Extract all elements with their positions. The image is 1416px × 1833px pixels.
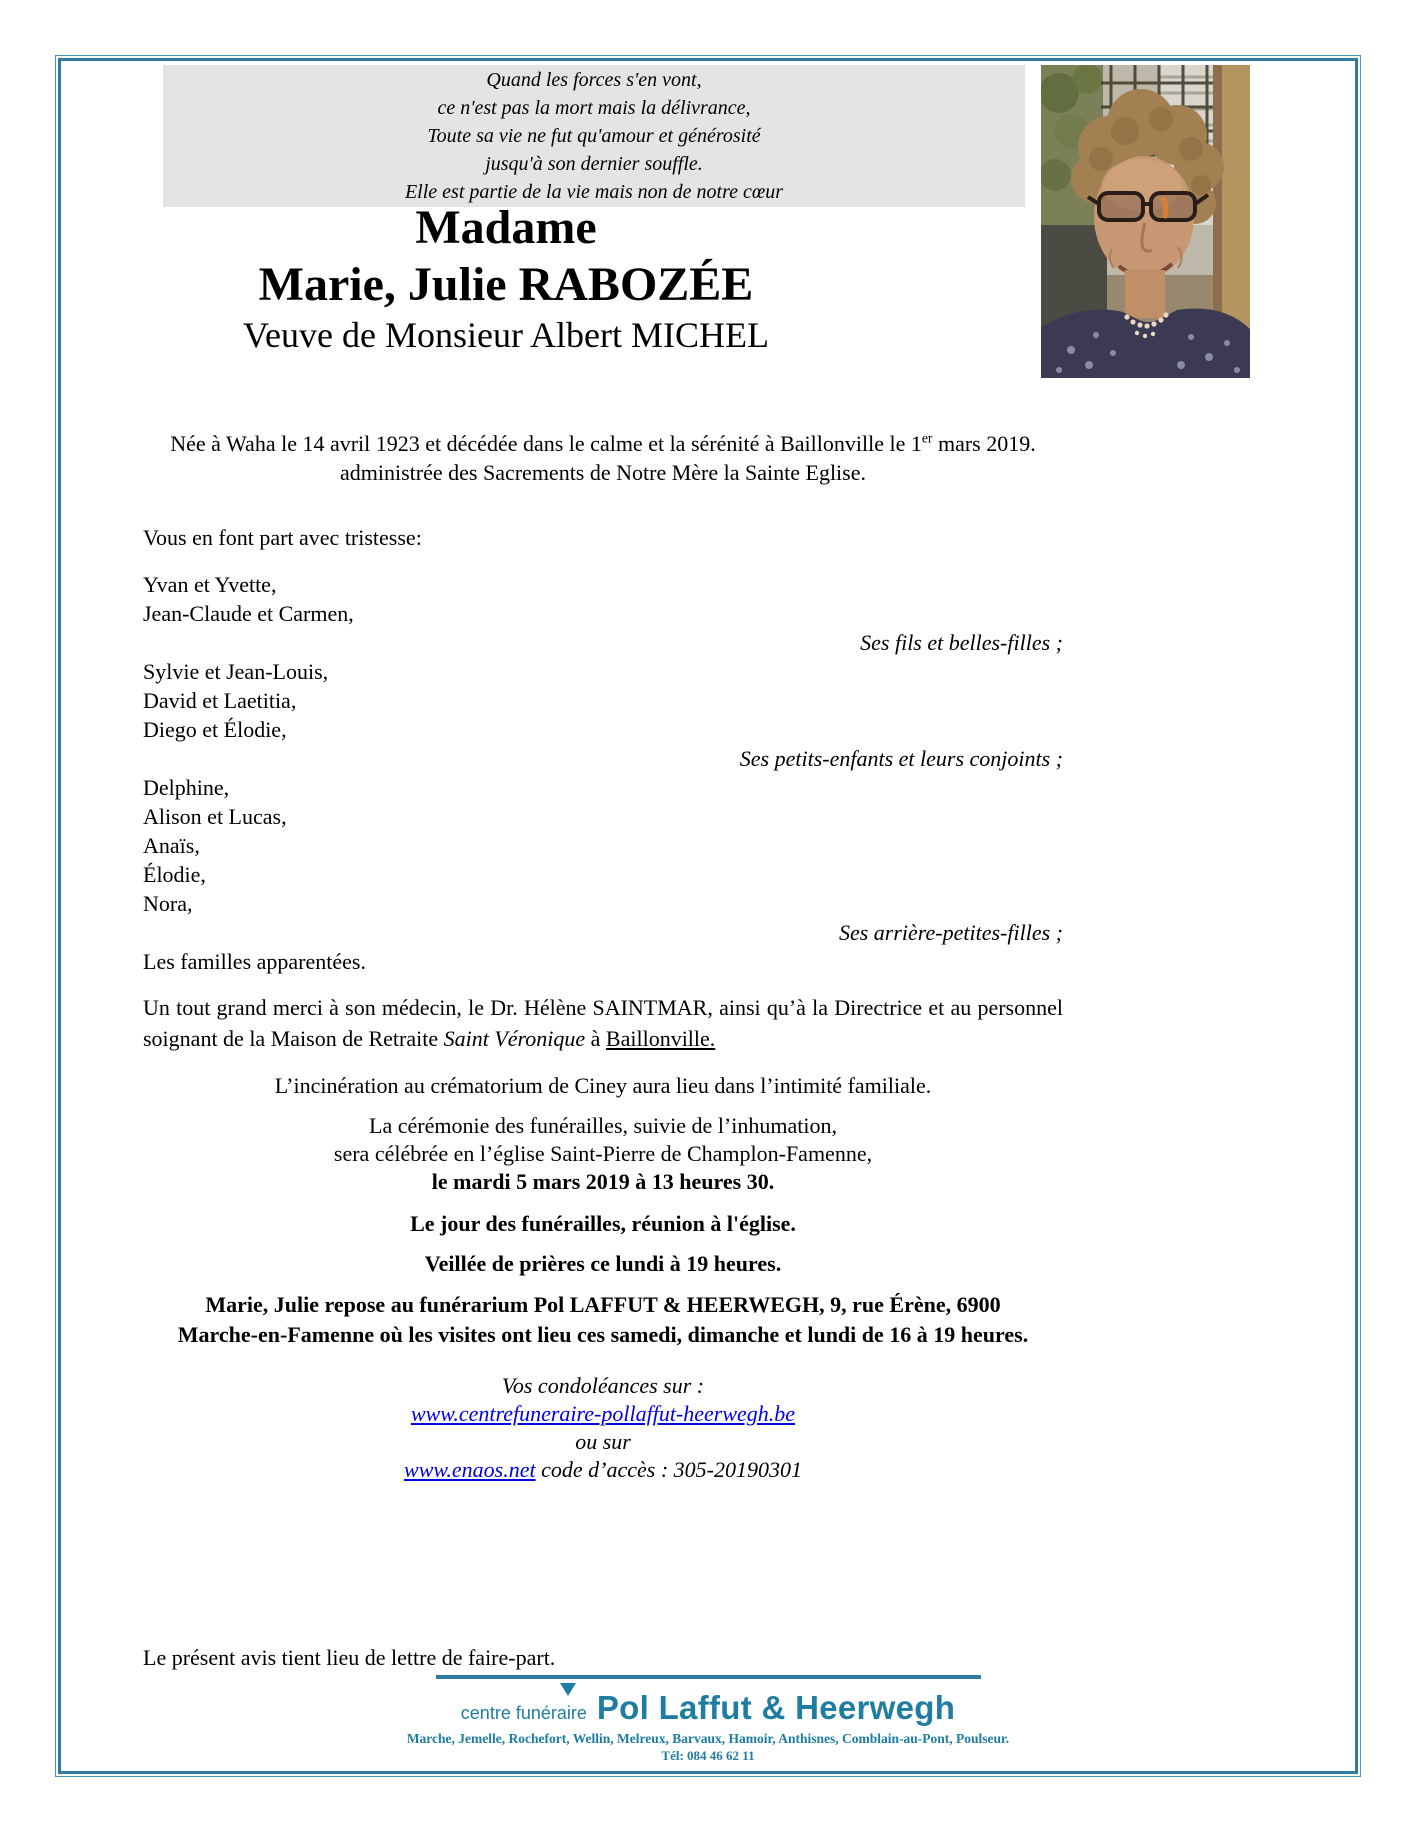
quote-line: ce n'est pas la mort mais la délivrance,	[437, 97, 751, 119]
portrait-photo	[1041, 65, 1250, 378]
page-border-inner-frame	[58, 58, 1358, 1774]
deceased-name: Marie, Julie RABOZÉE	[258, 258, 754, 311]
sacrements-line: administrée des Sacrements de Notre Mère la Sainte Eglise.	[340, 460, 866, 485]
family-name: Alison et Lucas,	[143, 804, 287, 829]
family-name: Delphine,	[143, 775, 230, 800]
main-column	[61, 429, 1355, 1484]
title-block	[61, 199, 951, 357]
quote-line: Elle est partie de la vie mais non de notre cœur	[404, 181, 784, 203]
incineration-line: L’incinération au crématorium de Ciney aura lieu dans l’intimité familiale.	[274, 1073, 932, 1098]
quote-line: jusqu'à son dernier souffle.	[485, 153, 703, 175]
family-role: Ses arrière-petites-filles ;	[838, 920, 1063, 945]
family-name: Élodie,	[143, 862, 206, 887]
ceremony-paragraph	[143, 1112, 1063, 1196]
funeral-home-footer	[61, 1675, 1355, 1764]
faire-part-notice: Le présent avis tient lieu de lettre de faire-part.	[143, 1645, 556, 1670]
family-list	[143, 570, 1063, 976]
memorial-quote-box	[163, 65, 1025, 207]
birth-death-date: mars 2019.	[932, 431, 1036, 456]
ordinal-superscript: er	[921, 430, 933, 446]
condolences-link-primary[interactable]: www.centrefuneraire-pollaffut-heerwegh.be	[410, 1401, 796, 1426]
family-closing: Les familles apparentées.	[143, 949, 366, 974]
family-name: Diego et Élodie,	[143, 717, 287, 742]
announcement-opening: Vous en font part avec tristesse:	[143, 525, 422, 550]
ceremony-datetime: le mardi 5 mars 2019 à 13 heures 30.	[431, 1169, 775, 1194]
repose-paragraph	[98, 1290, 1108, 1350]
down-triangle-icon	[560, 1683, 576, 1696]
bottom-section	[61, 1643, 1355, 1764]
brand-prefix: centre funéraire	[460, 1703, 587, 1723]
repose-line: Marche-en-Famenne où les visites ont lieu ces samedi, dimanche et lundi de 16 à 19 heures.	[177, 1322, 1029, 1347]
family-name: Jean-Claude et Carmen,	[143, 601, 354, 626]
reunion-line: Le jour des funérailles, réunion à l'église.	[410, 1211, 796, 1236]
condolences-or: ou sur	[575, 1429, 631, 1454]
page-border-frame	[55, 55, 1361, 1777]
family-name: Yvan et Yvette,	[143, 572, 277, 597]
access-code: code d’accès : 305-20190301	[535, 1457, 802, 1482]
repose-line: Marie, Julie repose au funérarium Pol LAFFUT & HEERWEGH, 9, rue Érène, 6900	[205, 1292, 1001, 1317]
ceremony-line: sera célébrée en l’église Saint-Pierre de Champlon-Famenne,	[333, 1141, 873, 1166]
header-section	[61, 61, 1355, 429]
family-role: Ses fils et belles-filles ;	[860, 630, 1063, 655]
thanks-paragraph	[143, 992, 1063, 1054]
birth-death-paragraph	[98, 429, 1108, 487]
family-name: David et Laetitia,	[143, 688, 297, 713]
family-name: Nora,	[143, 891, 193, 916]
family-role: Ses petits-enfants et leurs conjoints ;	[739, 746, 1063, 771]
condolences-link-enaos[interactable]: www.enaos.net	[404, 1457, 536, 1482]
thanks-text: à	[585, 1026, 606, 1051]
birth-death-text: Née à Waha le 14 avril 1923 et décédée dans le calme et la sérénité à Baillonville le 1	[170, 431, 922, 456]
retirement-home-name: Saint Véronique	[443, 1026, 586, 1051]
family-name: Sylvie et Jean-Louis,	[143, 659, 329, 684]
veillee-line: Veillée de prières ce lundi à 19 heures.	[424, 1251, 782, 1276]
thanks-text: Un tout grand merci à son médecin, le Dr. Hélène SAINTMAR, ainsi qu’à la Directrice et au personnel soignant de la Maison de Retraite	[143, 995, 1063, 1051]
brand-phone: Tél: 084 46 62 11	[661, 1748, 755, 1763]
funeral-home-brand	[61, 1689, 1355, 1727]
quote-line: Toute sa vie ne fut qu'amour et générosité	[427, 125, 761, 147]
ceremony-line: La cérémonie des funérailles, suivie de l’inhumation,	[369, 1113, 837, 1138]
thanks-location: Baillonville.	[605, 1026, 716, 1051]
brand-name: Pol Laffut & Heerwegh	[596, 1689, 956, 1726]
memorial-card	[61, 61, 1355, 1771]
quote-line: Quand les forces s'en vont,	[486, 69, 702, 91]
family-name: Anaïs,	[143, 833, 200, 858]
condolences-block	[143, 1372, 1063, 1484]
title-civility: Madame	[415, 201, 597, 254]
deceased-subtitle: Veuve de Monsieur Albert MICHEL	[243, 315, 769, 355]
birth-death-line	[98, 429, 1108, 458]
footer-divider	[436, 1675, 981, 1679]
condolences-label: Vos condoléances sur :	[501, 1373, 705, 1398]
brand-localities: Marche, Jemelle, Rochefort, Wellin, Melreux, Barvaux, Hamoir, Anthisnes, Comblain-au-Pont, Poulseur.	[406, 1731, 1010, 1746]
